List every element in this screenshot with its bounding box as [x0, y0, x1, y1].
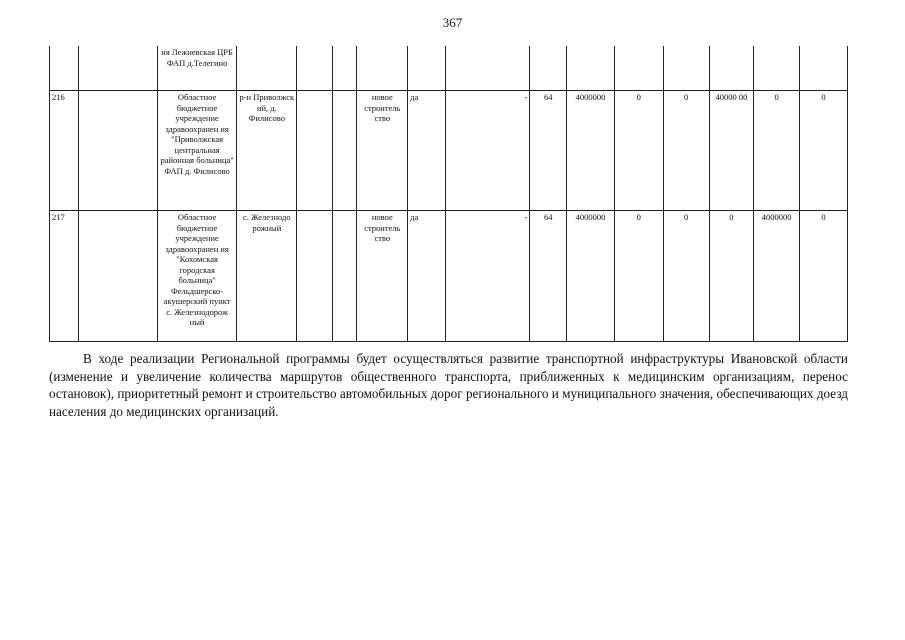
cell-blank — [297, 211, 333, 342]
cell-value — [800, 46, 848, 91]
cell-num: 217 — [50, 211, 79, 342]
cell-value: 4000000 — [567, 211, 615, 342]
cell-value: 0 — [663, 211, 709, 342]
cell-value — [614, 46, 663, 91]
table-row — [50, 46, 848, 91]
cell-blank — [332, 91, 356, 211]
cell-value: 0 — [614, 91, 663, 211]
cell-value: 0 — [800, 91, 848, 211]
cell-blank — [332, 46, 356, 91]
cell-value: 0 — [663, 91, 709, 211]
cell-value: 0 — [800, 211, 848, 342]
cell-value — [663, 46, 709, 91]
cell-value — [530, 46, 567, 91]
cell-num: 216 — [50, 91, 79, 211]
body-paragraph — [49, 350, 848, 420]
cell-dash: - — [445, 211, 529, 342]
cell-dash: - — [445, 91, 529, 211]
cell-blank — [332, 211, 356, 342]
cell-work-type: новое строитель ство — [357, 211, 408, 342]
cell-value: 64 — [530, 91, 567, 211]
cell-name: Областное бюджетное учреждение здравоохранен ия "Кохомская городская больница" Фельдшерско-акушерский пункт с. Железнодорож ный — [157, 211, 236, 342]
cell-flag: да — [408, 211, 446, 342]
page-number: 367 — [442, 15, 463, 30]
table-row — [50, 211, 848, 342]
cell-name: Областное бюджетное учреждение здравоохранен ия "Приволжская центральная районная больница" ФАП д. Филисово — [157, 91, 236, 211]
cell-value: 64 — [530, 211, 567, 342]
cell-value: 0 — [709, 211, 754, 342]
cell-blank — [78, 91, 157, 211]
cell-work-type: новое строитель ство — [357, 91, 408, 211]
cell-value: 0 — [614, 211, 663, 342]
cell-value: 0 — [754, 91, 800, 211]
cell-num — [50, 46, 79, 91]
cell-value: 4000000 — [754, 211, 800, 342]
cell-flag — [408, 46, 446, 91]
cell-work-type — [357, 46, 408, 91]
cell-location: р-н Приволжск ий, д. Филисово — [237, 91, 297, 211]
table-row — [50, 91, 848, 211]
cell-value: 40000 00 — [709, 91, 754, 211]
cell-name: ия Лежневская ЦРБ ФАП д.Телегино — [157, 46, 236, 91]
cell-value — [709, 46, 754, 91]
cell-value: 4000000 — [567, 91, 615, 211]
cell-blank — [78, 46, 157, 91]
facilities-table — [49, 46, 848, 342]
cell-location: с. Железнодо рожный — [237, 211, 297, 342]
cell-blank — [297, 91, 333, 211]
cell-blank — [297, 46, 333, 91]
paragraph-text: В ходе реализации Региональной программы будет осуществляться развитие транспортной инфраструктуры Ивановской области (изменение и увеличение количества маршрутов общественного транспорта, приближенных к медицинским организациям, перенос остановок), приоритетный ремонт и строительство автомобильных дорог регионального и муниципального значения, обеспечивающих доезд населения до медицинских организаций. — [49, 351, 848, 419]
cell-blank — [78, 211, 157, 342]
cell-value — [754, 46, 800, 91]
cell-flag: да — [408, 91, 446, 211]
cell-dash — [445, 46, 529, 91]
cell-value — [567, 46, 615, 91]
cell-location — [237, 46, 297, 91]
